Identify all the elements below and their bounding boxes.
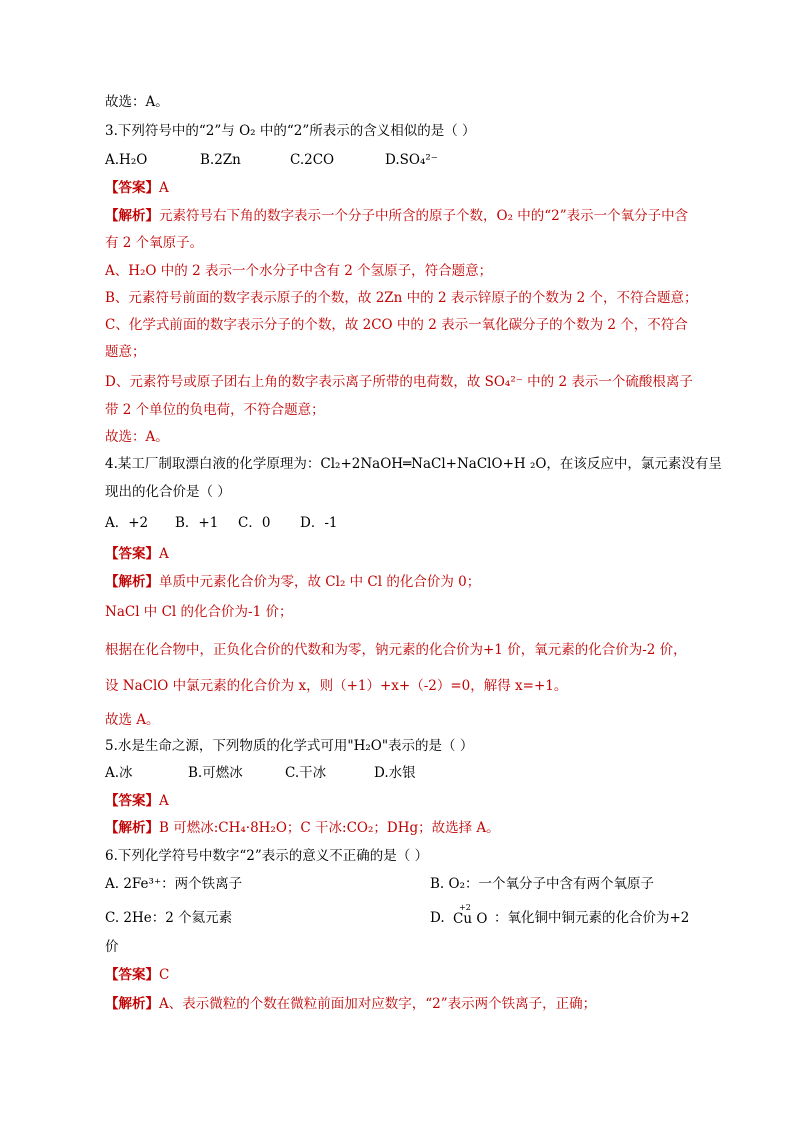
q4-answer — [105, 544, 169, 564]
formula-text: Cu O — [453, 911, 488, 927]
answer-tag: 【答案】 — [105, 180, 159, 196]
text-line: B、元素符号前面的数字表示原子的个数，故 2Zn 中的 2 表示锌原子的个数为 2 个，不符合题意； — [105, 290, 698, 306]
q6-option-c: C. 2He：2 个氦元素 — [105, 910, 233, 926]
q3-option-b: B.2Zn — [200, 152, 241, 168]
q5-explanation — [105, 818, 500, 838]
q4-option-c: C．0 — [238, 515, 271, 531]
q5-answer — [105, 791, 169, 811]
question-6: 6.下列化学符号中数字“2”表示的意义不正确的是（ ） — [105, 848, 429, 864]
explanation-text: B 可燃冰:CH₄·8H₂O；C 干冰:CO₂；DHg；故选择 A。 — [159, 820, 500, 836]
text-line: 设 NaClO 中氯元素的化合价为 x，则（+1）+x+（-2）=0，解得 x=+1。 — [105, 678, 568, 694]
q3-option-d: D.SO₄²⁻ — [385, 152, 438, 168]
answer-tag: 【答案】 — [105, 793, 159, 809]
q6-explanation — [105, 994, 596, 1014]
text-line: D、元素符号或原子团右上角的数字表示离子所带的电荷数，故 SO₄²⁻ 中的 2 表示一个硫酸根离子 — [105, 374, 693, 390]
q3-option-c: C.2CO — [290, 152, 335, 168]
q6-option-a: A. 2Fe³⁺：两个铁离子 — [105, 876, 243, 892]
explanation-tag: 【解析】 — [105, 820, 159, 836]
question-5: 5.水是生命之源，下列物质的化学式可用"H₂O"表示的是（ ） — [105, 738, 474, 754]
explanation-text: 元素符号右下角的数字表示一个分子中所含的原子个数，O₂ 中的“2”表示一个氧分子中含 — [159, 208, 689, 224]
q5-option-b: B.可燃冰 — [188, 765, 243, 781]
text-line: 故选：A。 — [105, 429, 169, 445]
valence-mark: +2 — [459, 903, 471, 912]
answer-value: C — [159, 967, 170, 983]
q3-answer — [105, 178, 169, 198]
q4-option-a: A．+2 — [105, 515, 149, 531]
explanation-text: A、表示微粒的个数在微粒前面加对应数字，“2”表示两个铁离子，正确； — [159, 996, 597, 1012]
cuo-valence-formula — [453, 903, 493, 931]
text-line: 带 2 个单位的负电荷，不符合题意； — [105, 402, 325, 418]
q5-option-a: A.冰 — [105, 765, 133, 781]
explanation-tag: 【解析】 — [105, 208, 159, 224]
question-4: 4.某工厂制取漂白液的化学原理为：Cl₂+2NaOH═NaCl+NaClO+H ₂O，在该反应中，氯元素没有呈 — [105, 456, 722, 472]
question-3: 3.下列符号中的“2”与 O₂ 中的“2”所表示的含义相似的是（ ） — [105, 123, 476, 139]
answer-value: A — [159, 546, 169, 562]
text-line: 价 — [105, 939, 119, 955]
text-line: C、化学式前面的数字表示分子的个数，故 2CO 中的 2 表示一氧化碳分子的个数为 2 个，不符合 — [105, 317, 688, 333]
text-line: A、H₂O 中的 2 表示一个水分子中含有 2 个氢原子，符合题意； — [105, 263, 493, 279]
q3-explanation — [105, 206, 688, 226]
q6-option-d-label: D. — [430, 910, 445, 926]
q6-option-b: B. O₂：一个氧分子中含有两个氧原子 — [430, 876, 654, 892]
text-line: 根据在化合物中，正负化合价的代数和为零，钠元素的化合价为+1 价，氧元素的化合价为-2 价， — [105, 642, 687, 658]
q3-option-a: A.H₂O — [105, 152, 148, 168]
text-line: NaCl 中 Cl 的化合价为-1 价； — [105, 604, 293, 620]
q4-option-b: B．+1 — [175, 515, 219, 531]
answer-value: A — [159, 180, 169, 196]
q4-explanation — [105, 572, 480, 592]
text-line: 有 2 个氧原子。 — [105, 235, 204, 251]
question-4-cont: 现出的化合价是（ ） — [105, 484, 231, 500]
answer-tag: 【答案】 — [105, 967, 159, 983]
q5-option-d: D.水银 — [374, 765, 416, 781]
explanation-tag: 【解析】 — [105, 574, 159, 590]
q6-answer — [105, 965, 169, 985]
explanation-text: 单质中元素化合价为零，故 Cl₂ 中 Cl 的化合价为 0； — [159, 574, 481, 590]
explanation-tag: 【解析】 — [105, 996, 159, 1012]
answer-tag: 【答案】 — [105, 546, 159, 562]
q6-option-d-text: ：氧化铜中铜元素的化合价为+2 — [494, 910, 690, 926]
q4-option-d: D．-1 — [300, 515, 338, 531]
q5-option-c: C.干冰 — [285, 765, 327, 781]
text-line: 故选 A。 — [105, 712, 160, 728]
answer-value: A — [159, 793, 169, 809]
text-line: 故选：A。 — [105, 94, 169, 110]
text-line: 题意； — [105, 344, 146, 360]
